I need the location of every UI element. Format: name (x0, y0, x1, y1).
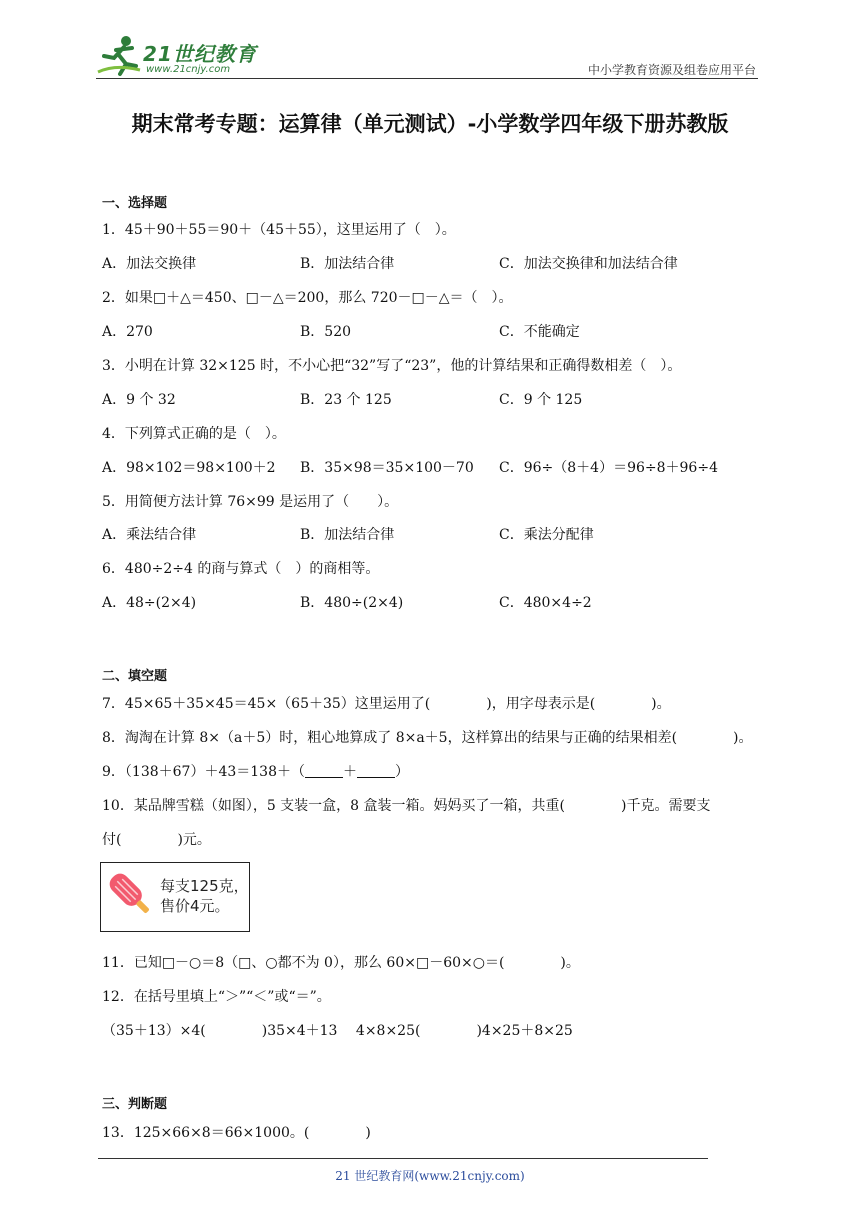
question-12-stem: 12．在括号里填上“＞”“＜”或“＝”。 (102, 989, 331, 1005)
page-title: 期末常考专题：运算律（单元测试）-小学数学四年级下册苏教版 (131, 112, 729, 136)
question-9-plus: ＋ (342, 764, 357, 780)
question-4-option-b: B．35×98＝35×100－70 (300, 460, 474, 476)
question-13: 13．125×66×8＝66×1000。( ) (102, 1125, 371, 1141)
question-5-option-b: B．加法结合律 (300, 527, 395, 543)
question-11: 11．已知□－○＝8（□、○都不为 0），那么 60×□－60×○＝( )。 (102, 955, 580, 971)
question-3-option-c: C．9 个 125 (499, 392, 583, 408)
logo-url: www.21cnjy.com (146, 64, 231, 75)
question-4-option-c: C．96÷（8＋4）＝96÷8＋96÷4 (499, 460, 718, 476)
question-12-items: （35＋13）×4( )35×4＋13 4×8×25( )4×25＋8×25 (102, 1023, 573, 1039)
popsicle-icon (104, 868, 156, 926)
header-platform-text: 中小学教育资源及组卷应用平台 (587, 63, 756, 77)
question-9-suffix: ） (394, 764, 409, 780)
footer-link[interactable]: 21 世纪教育网(www.21cnjy.com) (335, 1169, 525, 1183)
popsicle-caption (160, 876, 249, 916)
question-8: 8．淘淘在计算 8×（a＋5）时，粗心地算成了 8×a＋5，这样算出的结果与正确的结果相差( )。 (102, 730, 753, 746)
answer-blank[interactable] (357, 763, 395, 778)
question-9 (102, 761, 409, 781)
section-heading-fill: 二、填空题 (102, 669, 168, 684)
question-1-option-c: C．加法交换律和加法结合律 (499, 256, 678, 272)
question-4-option-a: A．98×102＝98×100＋2 (102, 460, 276, 476)
question-7: 7．45×65＋35×45＝45×（65＋35）这里运用了( )，用字母表示是( )。 (102, 696, 671, 712)
section-heading-judge: 三、判断题 (102, 1097, 168, 1112)
runner-logo-icon (96, 34, 146, 78)
popsicle-caption-price: 售价4元。 (160, 897, 230, 915)
question-1-option-b: B．加法结合律 (300, 256, 395, 272)
question-3-stem: 3．小明在计算 32×125 时，不小心把“32”写了“23”，他的计算结果和正确得数相差（ ）。 (102, 358, 682, 374)
question-3-option-a: A．9 个 32 (102, 392, 176, 408)
question-3-option-b: B．23 个 125 (300, 392, 392, 408)
question-5-option-c: C．乘法分配律 (499, 527, 594, 543)
question-10-line-1: 10．某品牌雪糕（如图），5 支装一盒，8 盒装一箱。妈妈买了一箱，共重( )千克。需要支 (102, 798, 711, 814)
question-1-option-a: A．加法交换律 (102, 256, 197, 272)
question-1-stem: 1．45＋90＋55＝90＋（45＋55），这里运用了（ ）。 (102, 222, 456, 238)
question-6-option-a: A．48÷(2×4) (102, 595, 197, 611)
logo-text: 21世纪教育 (143, 42, 257, 66)
footer-divider (98, 1158, 708, 1159)
question-2-option-a: A．270 (102, 324, 153, 340)
question-10-line-2: 付( )元。 (102, 832, 211, 848)
question-5-option-a: A．乘法结合律 (102, 527, 197, 543)
question-6-option-b: B．480÷(2×4) (300, 595, 404, 611)
answer-blank[interactable] (305, 763, 343, 778)
section-heading-choice: 一、选择题 (102, 196, 168, 211)
question-5-stem: 5．用简便方法计算 76×99 是运用了（ ）。 (102, 494, 399, 510)
question-6-stem: 6．480÷2÷4 的商与算式（ ）的商相等。 (102, 561, 380, 577)
question-2-option-b: B．520 (300, 324, 352, 340)
question-6-option-c: C．480×4÷2 (499, 595, 592, 611)
question-2-option-c: C．不能确定 (499, 324, 580, 340)
header-divider (96, 78, 758, 79)
popsicle-caption-weight: 每支125克， (160, 877, 249, 895)
question-9-prefix: 9．（138＋67）＋43＝138＋（ (102, 764, 305, 780)
question-4-stem: 4．下列算式正确的是（ ）。 (102, 426, 286, 442)
question-2-stem: 2．如果□＋△＝450、□－△＝200，那么 720－□－△＝（ ）。 (102, 290, 513, 306)
